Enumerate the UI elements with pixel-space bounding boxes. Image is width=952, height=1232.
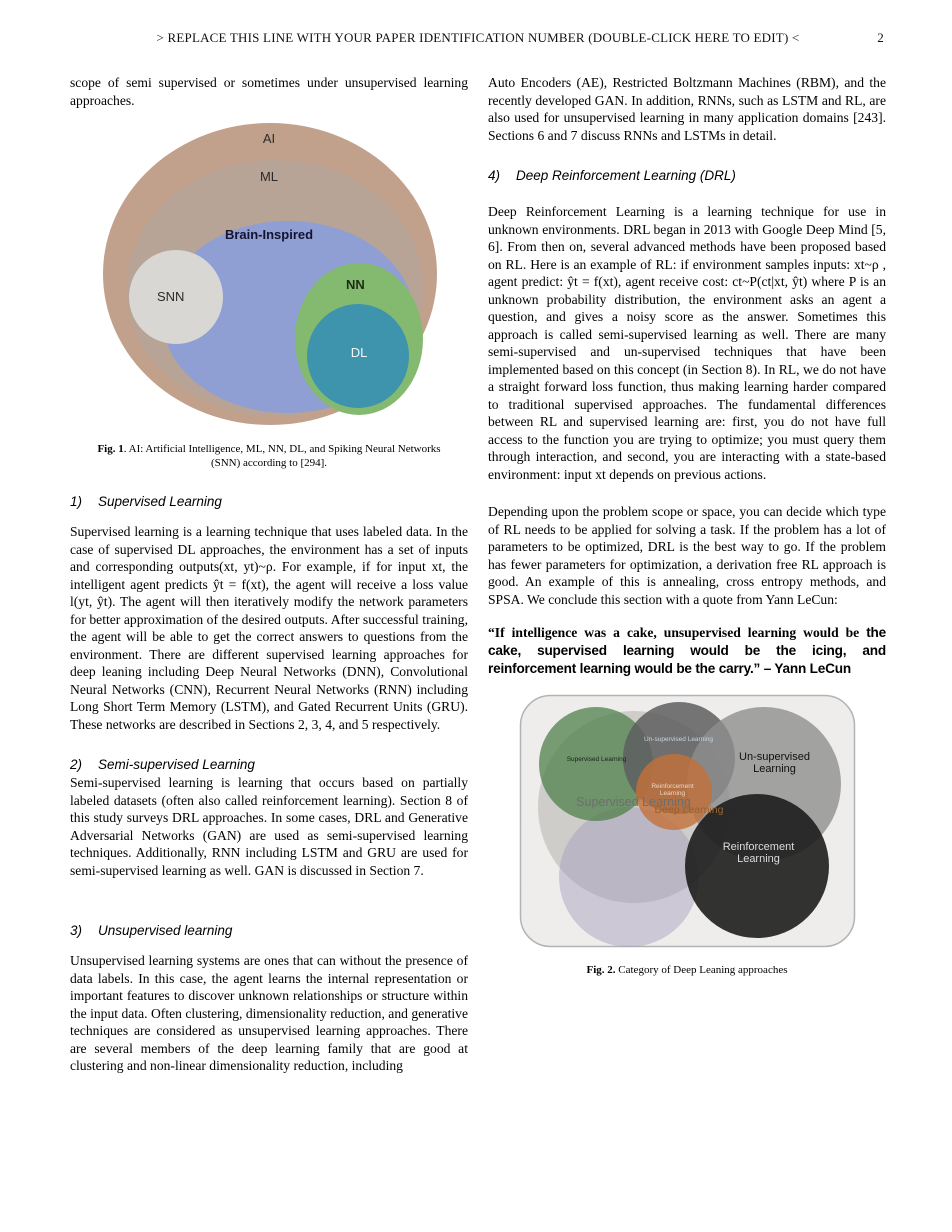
section-title: Deep Reinforcement Learning (DRL) xyxy=(516,168,736,183)
fig2-venn-svg xyxy=(519,694,856,948)
fig1-label-snn: SNN xyxy=(157,289,185,304)
fig2-caption-label: Fig. 2. xyxy=(586,964,616,976)
right-column xyxy=(488,74,886,1075)
section-heading-supervised xyxy=(70,494,468,509)
paragraph-drl-2: Depending upon the problem scope or space, you can decide which type of RL needs to be applied for solving a task. If the problem has a lot of parameters to be optimized, DRL is the best way to go. If the problem has fewer parameters for optimization, a derivation free RL approach is good. An example of this is annealing, cross entropy methods, and SPSA. We conclude this section with a quote from Yann LeCun: xyxy=(488,504,886,607)
paragraph-unsupervised-continued: Auto Encoders (AE), Restricted Boltzmann Machines (RBM), and the recently developed GAN. In addition, RNNs, such as LSTM and RL, are also used for unsupervised learning in many application domains [243]. Sections 6 and 7 discuss RNNs and LSTMs in detail. xyxy=(488,75,886,143)
fig1-label-brain-inspired: Brain-Inspired xyxy=(224,227,314,242)
paragraph-drl-1: Deep Reinforcement Learning is a learning technique for use in unknown environments. DRL began in 2013 with Google Deep Mind [5, 6]. From then on, several advanced methods have been proposed based on RL. Here is an example of RL: if environment samples inputs: xt~ρ , agent predict: ŷt = f(xt), agent receive cost: ct~P(ct|xt, ŷt) where P is an unknown probability distribution, the environment asks an agent a question, and gives a noisy score as the answer. Sometimes this approach is called semi-supervised learning as well. There are many semi-supervised and un-supervised techniques that have been implemented based on this concept (in Section 8). In RL, we do not have a straight forward loss function, thus making learning harder compared to traditional supervised approaches. The fundamental differences between RL and supervised learning are: first, you do not have full access to the function you are trying to optimize; you must query them through interaction, and second, you are interacting with a state-based environment: input xt depends on previous actions. xyxy=(488,204,886,482)
fig2-venn-diagram xyxy=(519,694,856,948)
page-header xyxy=(70,30,886,46)
fig2-label-supervised-large: Supervised Learning xyxy=(576,795,691,809)
fig2-label-unsupervised-top: Un-supervised Learning xyxy=(643,736,713,743)
section-number: 3) xyxy=(70,923,83,938)
figure-1 xyxy=(70,119,468,470)
fig2-label-supervised-small: Supervised Learning xyxy=(566,756,627,763)
section-title: Semi-supervised Learning xyxy=(98,757,255,772)
fig1-label-nn: NN xyxy=(346,277,365,292)
quote-part-1: “If intelligence was a cake, unsupervised learning would be xyxy=(488,625,867,640)
fig1-label-dl: DL xyxy=(350,345,368,360)
section-heading-drl xyxy=(488,168,886,183)
section-heading-semi-supervised xyxy=(70,757,468,772)
paragraph-supervised: Supervised learning is a learning technique that uses labeled data. In the case of supervised DL approaches, the environment has a set of inputs and corresponding outputs(xt, yt)~ρ. For example, if for input xt, the intelligent agent predicts ŷt = f(xt), the agent will receive a loss value l(yt, ŷt). The agent will then iteratively modify the network parameters for better approximation of the desired outputs. After successful training, the agent will be able to get the correct answers to questions from the environment. There are different supervised learning approaches for deep leaning including Deep Neural Networks (DNN), Convolutional Neural Networks (CNN), Recurrent Neural Networks (RNN) including Long Short Term Memory (LSTM), and Gated Recurrent Units (GRU). These networks are described in Sections 2, 3, 4, and 5 respectively. xyxy=(70,524,468,732)
quote-part-2: the cake, supervised learning would be the icing, and reinforcement learning would be the carry.” – Yann LeCun xyxy=(488,625,886,676)
paragraph-semi-supervised: Semi-supervised learning is learning that occurs based on partially labeled datasets (often also called reinforcement learning). Section 8 of this study surveys DRL approaches. In some cases, DRL and Generative Adversarial Networks (GAN) are used as semi-supervised learning techniques. Additionally, RNN including LSTM and GRU are used for semi-supervised learning as well. GAN is discussed in Section 7. xyxy=(70,775,468,878)
fig2-caption xyxy=(488,964,886,978)
section-number: 1) xyxy=(70,494,83,509)
section-number: 4) xyxy=(488,168,501,183)
figure-2 xyxy=(488,694,886,978)
fig1-label-ml: ML xyxy=(259,169,279,184)
section-title: Unsupervised learning xyxy=(98,923,233,938)
paragraph-continuation: scope of semi supervised or sometimes under unsupervised learning approaches. xyxy=(70,75,468,108)
fig1-label-ai: AI xyxy=(262,131,276,146)
fig1-caption-text: . AI: Artificial Intelligence, ML, NN, DL, and Spiking Neural Networks (SNN) according to [294]. xyxy=(123,443,441,469)
fig1-caption xyxy=(70,443,468,470)
fig2-label-reinforcement-center: Reinforcement Learning xyxy=(651,783,694,797)
fig1-venn-diagram xyxy=(97,119,441,434)
fig2-label-reinforcement-bottom: Reinforcement Learning xyxy=(722,841,795,865)
paragraph-unsupervised: Unsupervised learning systems are ones that can without the presence of data labels. In this case, the agent learns the internal representation or important features to discover unknown relationships or structure within the input data. Often clustering, dimensionality reduction, and generative techniques are considered as unsupervised learning approaches. There are several members of the deep learning family that are good at clustering and non-linear dimensionality reduction, including xyxy=(70,953,468,1073)
lecun-quote xyxy=(488,624,886,678)
section-heading-unsupervised xyxy=(70,923,468,938)
running-title: > REPLACE THIS LINE WITH YOUR PAPER IDENTIFICATION NUMBER (DOUBLE-CLICK HERE TO EDIT) < xyxy=(156,30,800,45)
section-title: Supervised Learning xyxy=(98,494,222,509)
section-number: 2) xyxy=(70,757,83,772)
fig2-caption-text: Category of Deep Leaning approaches xyxy=(615,964,788,976)
fig1-venn-svg xyxy=(97,119,441,434)
fig1-caption-label: Fig. 1 xyxy=(97,443,124,455)
page-number: 2 xyxy=(877,30,884,45)
fig2-label-unsupervised-right: Un-supervised Learning xyxy=(739,751,810,775)
left-column xyxy=(70,74,468,1075)
two-column-body xyxy=(70,74,886,1075)
fig2-label-deep-learning: Deep Learning xyxy=(654,804,724,816)
